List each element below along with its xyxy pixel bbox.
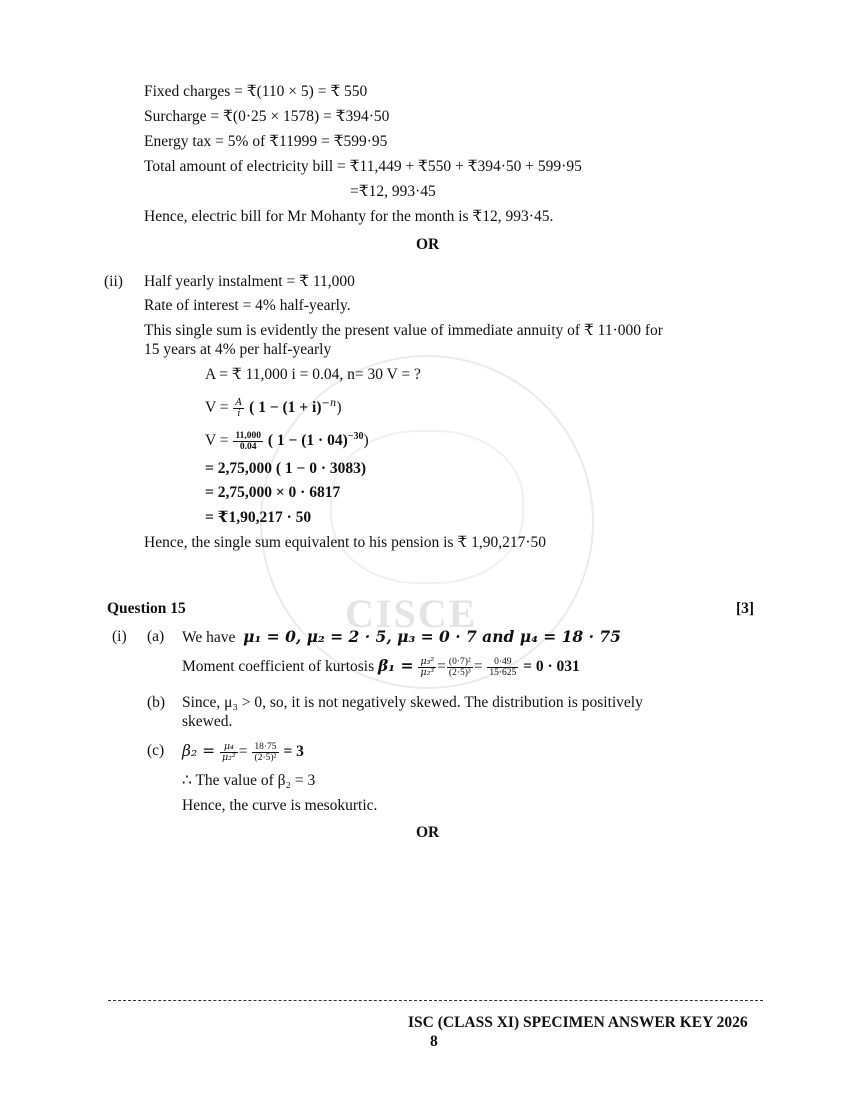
part-ii-label: (ii): [104, 273, 123, 290]
beta2-frac-2-num: 18·75: [254, 742, 277, 752]
q15-b-line-1: Since, μ₃ > 0, so, it is not negatively skewed. The distribution is positively: [182, 694, 643, 711]
annuity-line-2: 15 years at 4% per half-yearly: [144, 341, 332, 358]
formula-body: ( 1 − (1 + i): [249, 399, 322, 417]
footer-rule: [108, 1000, 763, 1001]
beta2-frac-1-num: μ₄: [220, 742, 238, 753]
formula-den: i: [237, 408, 241, 420]
beta2-lhs: β₂ =: [182, 742, 216, 761]
beta2-frac-2-den: (2·5)²: [254, 753, 277, 763]
question-marks: [3]: [736, 600, 755, 617]
substitution-body: ( 1 − (1 · 04): [267, 432, 348, 450]
kurtosis-text: Moment coefficient of kurtosis: [182, 658, 375, 676]
given-values: A = ₹ 11,000 i = 0.04, n= 30 V = ?: [205, 366, 421, 383]
q15-a-line: [182, 628, 621, 647]
q15-a-label: (a): [147, 628, 165, 645]
substitution-line: [205, 428, 369, 452]
step-2: = 2,75,000 × 0 · 6817: [205, 484, 341, 501]
q15-b-label: (b): [147, 694, 166, 711]
formula-num: A: [235, 397, 243, 409]
substitution-fraction: [233, 431, 263, 452]
beta2-frac-1-den: μ₂²: [221, 752, 236, 763]
q15-a-text: We have: [182, 629, 236, 646]
or-divider-2: OR: [416, 824, 440, 841]
q15-part-i-label: (i): [112, 628, 127, 645]
watermark-elephant: [330, 430, 524, 584]
page-number: 8: [430, 1033, 438, 1050]
beta2-value-line: ∴ The value of β₂ = 3: [182, 772, 316, 789]
kurtosis-line: Moment coefficient of kurtosis β₁ = $\frac{\text{μ₃²}}{\text{μ₂³}}$ = $\frac{\text{(0·7)²}}{\text{(2·5)³}}$ = $\frac{0\cdot 49}{15\cdot 625}$ = 0 · 031: [182, 656, 580, 678]
formula-exponent: −n: [321, 398, 337, 409]
formula-fraction: [233, 398, 244, 419]
annuity-line: This single sum is evidently the present value of immediate annuity of ₹ 11·000 for: [144, 322, 663, 339]
kurtosis-beta: β₁ =: [378, 656, 414, 676]
energy-tax-line: Energy tax = 5% of ₹11999 = ₹599·95: [144, 133, 388, 150]
fixed-charges-line: Fixed charges = ₹(110 × 5) = ₹ 550: [144, 83, 368, 100]
total-amount-line: Total amount of electricity bill = ₹11,449 + ₹550 + ₹394·50 + 599·95: [144, 158, 582, 175]
bill-conclusion: Hence, electric bill for Mr Mohanty for the month is ₹12, 993·45.: [144, 208, 554, 225]
kurtosis-frac-3-den: 15·625: [489, 668, 517, 678]
surcharge-line: Surcharge = ₹(0·25 × 1578) = ₹394·50: [144, 108, 390, 125]
formula-lhs: V =: [205, 399, 229, 417]
step-3-result: = ₹1,90,217 · 50: [205, 509, 312, 526]
substitution-num: 11,000: [235, 431, 262, 442]
substitution-close: ): [363, 432, 369, 450]
footer-title: ISC (CLASS XI) SPECIMEN ANSWER KEY 2026: [408, 1014, 748, 1031]
q15-c-label: (c): [147, 742, 165, 759]
substitution-lhs: V =: [205, 432, 229, 450]
beta2-frac-2: [252, 742, 278, 763]
beta2-frac-1: [220, 742, 238, 763]
beta2-line: β₂ = $\frac{\text{μ₄}}{\text{μ₂²}}$ = $\frac{18\cdot 75}{\text{(2·5)²}}$ = 3: [182, 741, 304, 763]
question-title: Question 15: [107, 600, 186, 617]
kurtosis-frac-1-den: μ₂³: [420, 667, 435, 678]
pension-conclusion: Hence, the single sum equivalent to his pension is ₹ 1,90,217·50: [144, 534, 547, 551]
kurtosis-frac-2-den: (2·5)³: [448, 668, 471, 678]
q15-a-moments: μ₁ = 0, μ₂ = 2 · 5, μ₃ = 0 · 7 and μ₄ = 18 · 75: [243, 627, 621, 646]
formula-close: ): [336, 399, 342, 417]
beta2-result: = 3: [283, 743, 304, 761]
kurtosis-frac-2: [447, 657, 473, 678]
mesokurtic-conclusion: Hence, the curve is mesokurtic.: [182, 797, 378, 814]
kurtosis-frac-3-num: 0·49: [487, 657, 518, 668]
q15-b-line-2: skewed.: [182, 713, 233, 730]
kurtosis-result: = 0 · 031: [523, 658, 580, 676]
step-1: = 2,75,000 ( 1 − 0 · 3083): [205, 460, 367, 477]
instalment-line: Half yearly instalment = ₹ 11,000: [144, 273, 355, 290]
kurtosis-frac-1: [418, 657, 436, 678]
kurtosis-frac-1-num: μ₃²: [420, 656, 435, 667]
kurtosis-frac-3: [487, 657, 518, 678]
substitution-exponent: −30: [347, 431, 364, 442]
substitution-den: 0.04: [239, 442, 257, 453]
interest-line: Rate of interest = 4% half-yearly.: [144, 297, 351, 314]
total-result-line: =₹12, 993·45: [350, 183, 436, 200]
or-divider: OR: [416, 236, 440, 253]
formula-line: [205, 395, 342, 419]
watermark-text: CISCE: [345, 591, 478, 636]
kurtosis-frac-2-num: (0·7)²: [448, 657, 471, 667]
